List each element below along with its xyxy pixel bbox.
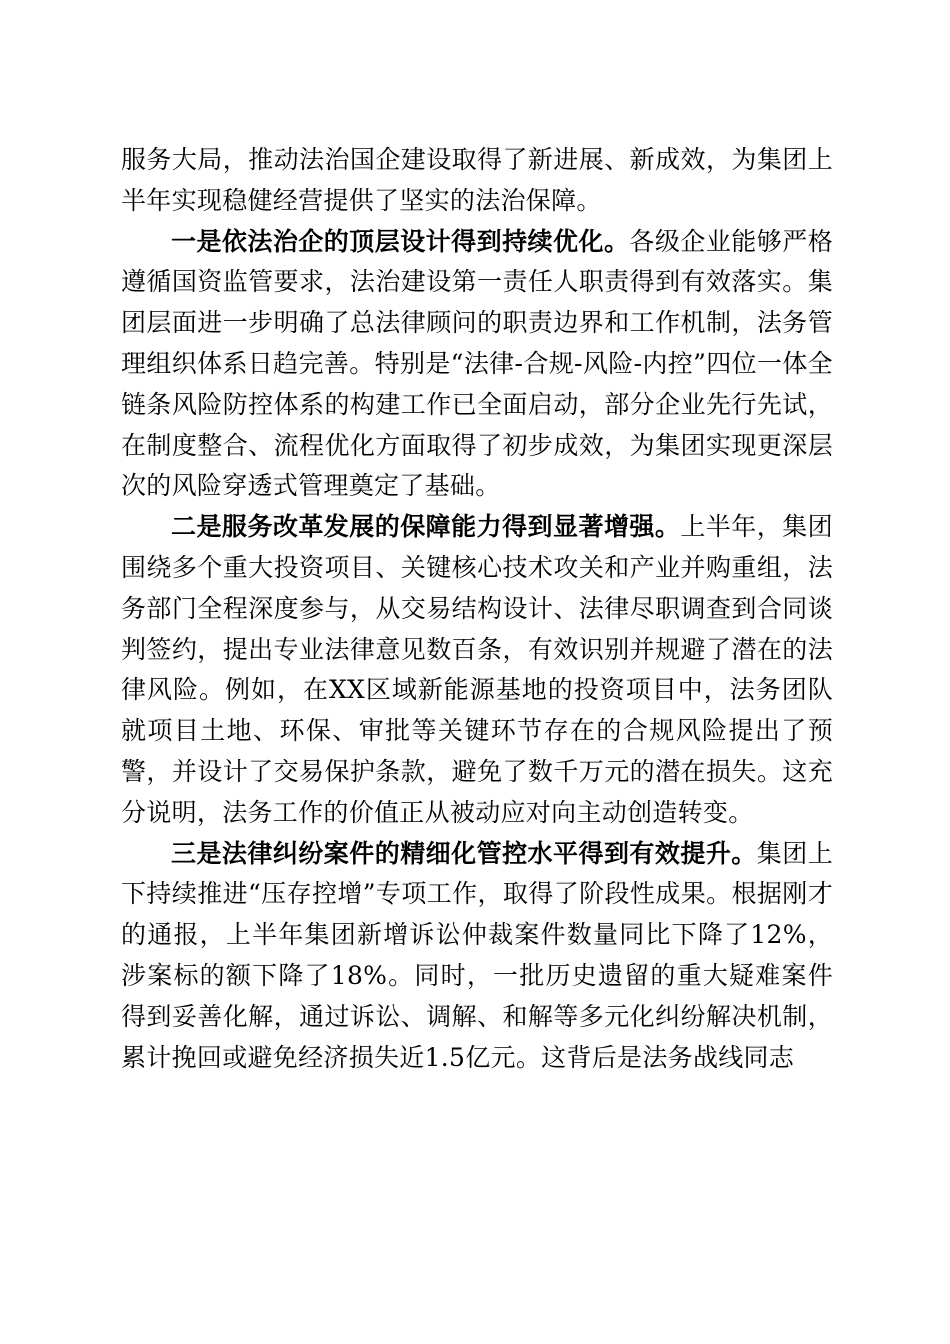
paragraph-text: 集团上下持续推进“压存控增”专项工作，取得了阶段性成果。根据刚才的通报，上半年集团新增诉讼仲裁案件数量同比下降了12%，涉案标的额下降了18%。同时，一批历史遗留的重大疑难案件得到妥善化解，通过诉讼、调解、和解等多元化纠纷解决机制，累计挽回或避免经济损失近1.5亿元。这背后是法务战线同志 — [121, 838, 834, 1072]
paragraph-reform-support — [121, 507, 833, 833]
paragraph-lead: 二是服务改革发展的保障能力得到显著增强。 — [171, 512, 681, 542]
paragraph-lead: 三是法律纠纷案件的精细化管控水平得到有效提升。 — [171, 838, 757, 868]
document-body — [121, 140, 833, 1078]
paragraph-dispute-control — [121, 834, 833, 1079]
paragraph-top-level-design — [121, 222, 833, 508]
paragraph-text: 服务大局，推动法治国企建设取得了新进展、新成效，为集团上半年实现稳健经营提供了坚实的法治保障。 — [121, 145, 833, 215]
paragraph-lead: 一是依法治企的顶层设计得到持续优化。 — [171, 226, 630, 256]
paragraph-text: 各级企业能够严格遵循国资监管要求，法治建设第一责任人职责得到有效落实。集团层面进一步明确了总法律顾问的职责边界和工作机制，法务管理组织体系日趋完善。特别是“法律-合规-风险-内控”四位一体全链条风险防控体系的构建工作已全面启动，部分企业先行先试，在制度整合、流程优化方面取得了初步成效，为集团实现更深层次的风险穿透式管理奠定了基础。 — [121, 226, 833, 501]
paragraph-intro-continuation — [121, 140, 833, 222]
paragraph-text: 上半年，集团围绕多个重大投资项目、关键核心技术攻关和产业并购重组，法务部门全程深度参与，从交易结构设计、法律尽职调查到合同谈判签约，提出专业法律意见数百条，有效识别并规避了潜在的法律风险。例如，在XX区域新能源基地的投资项目中，法务团队就项目土地、环保、审批等关键环节存在的合规风险提出了预警，并设计了交易保护条款，避免了数千万元的潜在损失。这充分说明，法务工作的价值正从被动应对向主动创造转变。 — [121, 512, 833, 827]
